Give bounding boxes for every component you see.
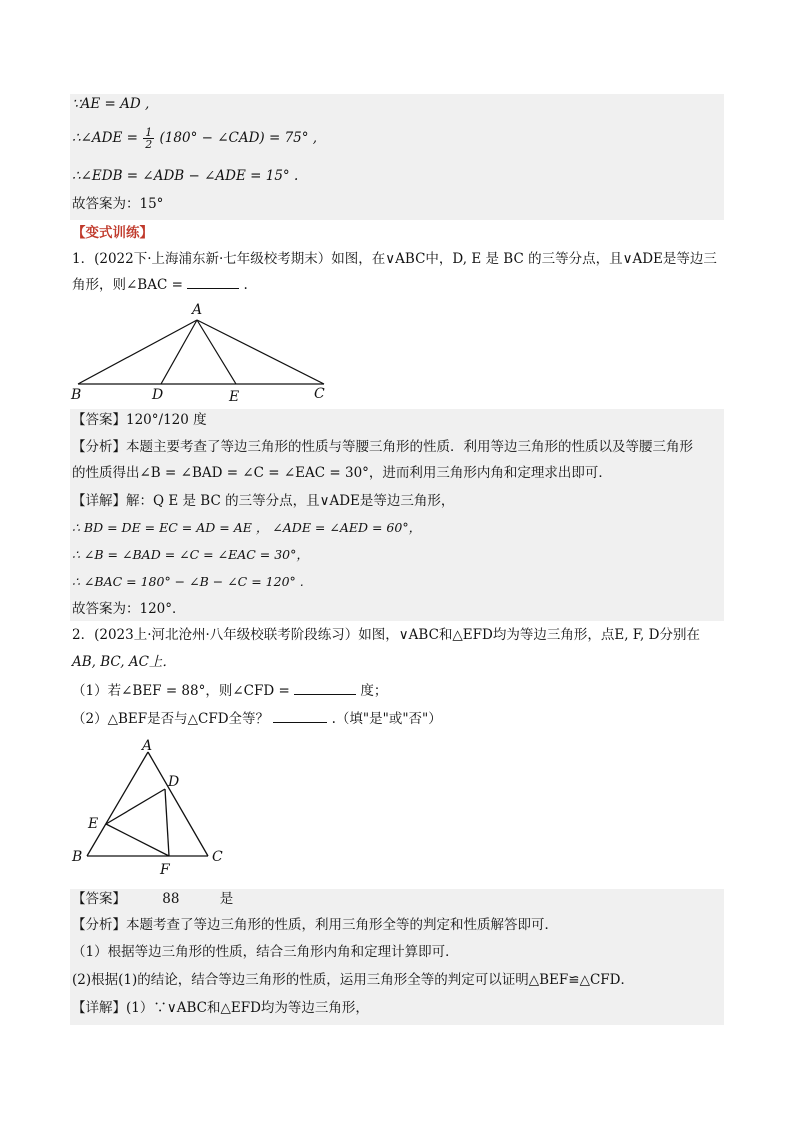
q2-segment-df [165, 789, 169, 856]
q1-analysis-line-2: 的性质得出∠B = ∠BAD = ∠C = ∠EAC = 30°，进而利用三角形内角和定理求出即可． [72, 465, 612, 481]
q2-label-b: B [72, 849, 83, 865]
q1-label-a: A [192, 302, 203, 318]
q2-subquestion-1: （1）若∠BEF = 88°，则∠CFD = 度； [72, 683, 388, 699]
q2-analysis-1: （1）根据等边三角形的性质，结合三角形内角和定理计算即可． [72, 944, 459, 960]
q2-sub1-blank [294, 682, 356, 695]
prev-solution-line-2 [72, 127, 317, 150]
q2-answer-1: 88 [162, 891, 180, 907]
q1-final-answer: 故答案为：120°． [72, 601, 186, 617]
q2-label-f: F [160, 862, 170, 878]
prev-solution-line-1: ∵AE = AD , [72, 96, 150, 112]
section-title: 【变式训练】 [72, 225, 153, 241]
q1-stem-line-2: 角形，则∠BAC = . [72, 277, 248, 293]
q2-subquestion-2: （2）△BEF是否与△CFD全等？ .（填"是"或"否"） [72, 711, 442, 727]
q2-segment-fe [106, 824, 169, 856]
q2-label-d: D [168, 774, 180, 790]
q1-stem-line-1: 1．(2022下·上海浦东新·七年级校考期末）如图，在∨ABC中，D, E 是 BC 的三等分点，且∨ADE是等边三 [72, 251, 717, 267]
q1-answer-blank [187, 276, 239, 289]
prev-solution-line-3: ∴∠EDB = ∠ADB − ∠ADE = 15° . [72, 168, 299, 184]
q1-detail-line-4: ∴ ∠BAC = 180° − ∠B − ∠C = 120° . [72, 574, 304, 589]
q1-label-d: D [152, 387, 164, 403]
q1-detail-line-2: ∴ BD = DE = EC = AD = AE ， ∠ADE = ∠AED = 60°， [72, 520, 422, 535]
q1-analysis-line-1: 【分析】本题主要考查了等边三角形的性质与等腰三角形的性质．利用等边三角形的性质以及等腰三角形 [72, 439, 693, 455]
q1-label-c: C [314, 386, 325, 402]
q2-side-ac [148, 752, 208, 856]
q2-analysis-2: (2)根据(1)的结论，结合等边三角形的性质，运用三角形全等的判定可以证明△BEF≌△CFD． [72, 972, 634, 988]
prev-solution-answer: 故答案为：15° [72, 196, 164, 212]
q2-answer-2: 是 [219, 891, 234, 907]
fraction-one-half: $\frac{1}{2}$ [145, 126, 153, 151]
q1-detail-line-1: 【详解】解：Q E 是 BC 的三等分点，且∨ADE是等边三角形， [72, 493, 455, 509]
q2-label-c: C [212, 849, 223, 865]
q2-triangle-figure [66, 734, 236, 884]
q1-triangle-figure [66, 298, 346, 406]
solution-band-top [70, 94, 724, 220]
prev-solution-line-2-post: (180° − ∠CAD) = 75° , [159, 130, 318, 146]
q2-label-a: A [142, 738, 153, 754]
q2-label-e: E [88, 816, 99, 832]
q2-stem-line-1: 2．(2023上·河北沧州·八年级校联考阶段练习）如图，∨ABC和△EFD均为等边三角形，点E, F, D分别在 [72, 627, 700, 643]
q2-detail-line-1: 【详解】(1）∵∨ABC和△EFD均为等边三角形， [72, 1000, 369, 1016]
q1-detail-line-3: ∴ ∠B = ∠BAD = ∠C = ∠EAC = 30°， [72, 547, 309, 562]
q2-analysis: 【分析】本题考查了等边三角形的性质，利用三角形全等的判定和性质解答即可． [72, 917, 558, 933]
q2-stem-line-2: AB, BC, AC上． [72, 654, 176, 670]
q1-stem-line-2-text: 角形，则∠BAC = [72, 277, 183, 293]
q2-segment-ed [106, 789, 165, 824]
q1-answer: 【答案】120°/120 度 [72, 412, 207, 428]
q1-label-b: B [71, 387, 82, 403]
q2-answer-label: 【答案】 [72, 891, 126, 907]
q2-sub2-blank [273, 710, 327, 723]
q2-answer-row [72, 890, 233, 908]
q1-label-e: E [229, 389, 240, 405]
prev-solution-line-2-pre: ∴∠ADE = [72, 130, 138, 146]
